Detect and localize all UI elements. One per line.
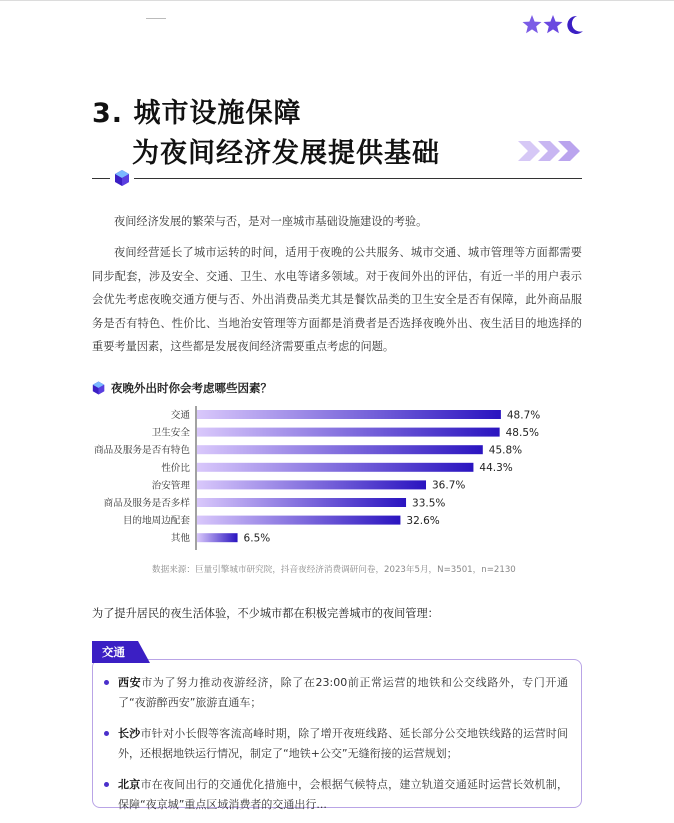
value-label: 44.3% <box>479 462 513 475</box>
hexagon-icon <box>114 170 130 186</box>
chart-title <box>92 380 272 396</box>
bar <box>197 480 426 489</box>
category-label: 商品及服务是否有特色 <box>94 445 190 457</box>
item-text: 市针对小长假等客流高峰时期，除了增开夜班线路、延长部分公交地铁线路的运营时间外，还根据地铁运行情况，制定了“地铁+公交”无缝衔接的运营规划； <box>118 727 568 760</box>
value-label: 33.5% <box>412 497 446 510</box>
list-item <box>104 724 568 763</box>
header-mark <box>146 18 166 19</box>
value-label: 36.7% <box>432 479 466 492</box>
bullet-icon <box>104 782 109 787</box>
bar <box>197 428 500 437</box>
item-text: 市在夜间出行的交通优化措施中，会根据气候特点，建立轨道交通延时运营长效机制，保障“夜京城”重点区域消费者的交通出行... <box>118 778 568 811</box>
bullet-icon <box>104 680 109 685</box>
card-tag <box>92 641 152 663</box>
paragraph-2: 夜间经营延长了城市运转的时间，适用于夜晚的公共服务、城市交通、城市管理等方面都需要同步配套，涉及安全、交通、卫生、水电等诸多领域。对于夜间外出的评估，有近一半的用户表示会优先考虑夜晚交通方便与否、外出消费品类尤其是餐饮品类的卫生安全是否有保障，此外商品服务是否有特色、性价比、当地治安管理等方面都是消费者是否选择夜晚外出、夜生活目的地选择的重要考量因素，这些都是发展夜间经济需要重点考虑的问题。 <box>92 246 582 353</box>
chevrons-icon <box>516 139 584 163</box>
bar <box>197 410 501 419</box>
category-label: 目的地周边配套 <box>122 515 190 527</box>
category-label: 性价比 <box>161 462 190 474</box>
list-item <box>104 775 568 814</box>
bar <box>197 445 483 454</box>
category-label: 治安管理 <box>151 480 190 492</box>
title-line-1: 城市设施保障 <box>133 98 302 129</box>
bar <box>197 498 406 507</box>
value-label: 45.8% <box>488 444 523 457</box>
item-text: 市为了努力推动夜游经济，除了在23:00前正常运营的地铁和公交线路外，专门开通了“夜游醉西安”旅游直通车； <box>118 676 569 709</box>
city-name: 长沙 <box>118 727 141 740</box>
section-number: 3. <box>92 98 124 129</box>
value-label: 48.7% <box>506 409 541 422</box>
bar <box>197 463 473 472</box>
category-label: 交通 <box>170 410 190 421</box>
title-line-2: 为夜间经济发展提供基础 <box>132 138 440 169</box>
category-label: 卫生安全 <box>151 427 190 439</box>
category-label: 其他 <box>170 533 190 545</box>
chart-source: 数据来源：巨量引擎城市研究院，抖音夜经济消费调研问卷，2023年5月，N=3501，n=2130 <box>152 565 516 575</box>
category-label: 商品及服务是否多样 <box>103 498 190 509</box>
bullet-icon <box>104 731 109 736</box>
page-title <box>92 94 440 174</box>
card-tag-label: 交通 <box>102 645 125 659</box>
value-label: 6.5% <box>243 532 271 545</box>
value-label: 48.5% <box>505 426 539 439</box>
title-divider <box>92 170 582 186</box>
card-list <box>92 673 582 823</box>
value-label: 32.6% <box>406 514 440 527</box>
bar-chart <box>92 404 582 552</box>
chart-title-text: 夜晚外出时你会考虑哪些因素？ <box>111 381 272 395</box>
moon-icon <box>567 16 583 34</box>
stars-moon-icon <box>522 14 584 36</box>
intro-text: 为了提升居民的夜生活体验，不少城市都在积极完善城市的夜间管理： <box>92 607 439 620</box>
top-border <box>0 0 674 1</box>
star-icon <box>523 15 542 33</box>
bar <box>197 533 238 542</box>
city-name: 西安 <box>118 676 142 689</box>
list-item <box>104 673 568 712</box>
city-name: 北京 <box>118 778 141 791</box>
hexagon-icon <box>92 381 105 395</box>
bar <box>197 516 400 525</box>
star-icon <box>544 15 563 33</box>
paragraph-1: 夜间经济发展的繁荣与否，是对一座城市基础设施建设的考验。 <box>114 215 428 228</box>
